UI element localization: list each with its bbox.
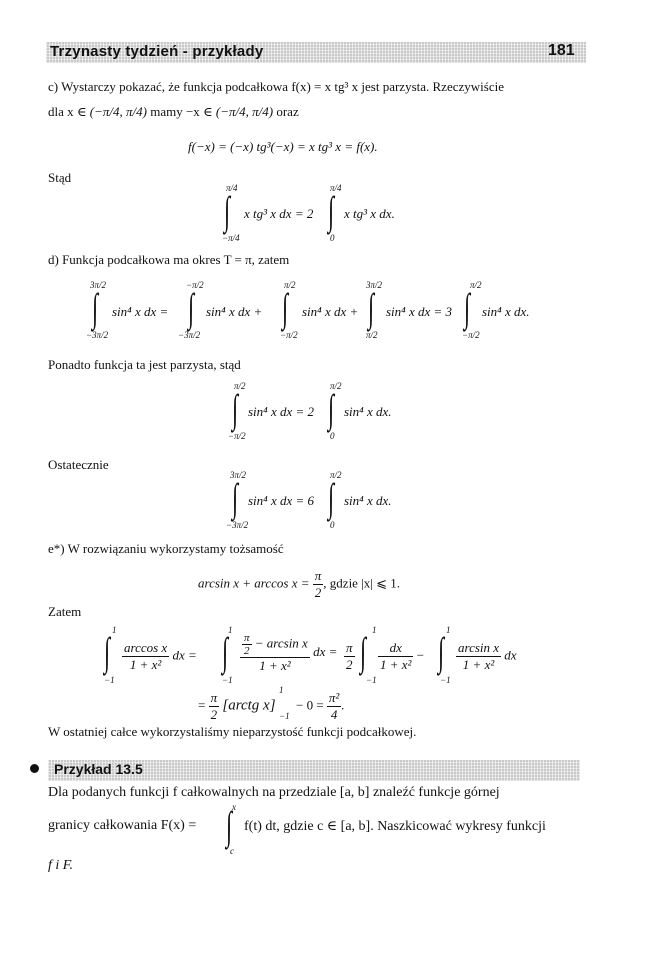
example-title: Przykład 13.5 — [54, 761, 143, 777]
limit-lower: −3π/2 — [226, 520, 249, 530]
line2-mid: mamy −x ∈ — [150, 104, 213, 119]
frac-den: 2 — [210, 707, 218, 722]
limit-upper: 3π/2 — [366, 280, 383, 290]
limit-lower: 0 — [330, 431, 335, 441]
equals-sign: = — [198, 697, 206, 713]
limit-lower: π/2 — [366, 330, 378, 340]
bracket-arctg: [arctg x] — [222, 697, 276, 714]
frac-den: 1 + x² — [462, 657, 495, 672]
limit-upper: 1 — [372, 625, 377, 635]
integral-sign: ∫ — [328, 386, 335, 431]
tail-text: − 0 = — [296, 697, 324, 713]
part-c-line2 — [48, 104, 299, 120]
limit-lower: −π/2 — [462, 330, 480, 340]
limit-upper: π/2 — [284, 280, 296, 290]
limit-lower: −3π/2 — [86, 330, 109, 340]
frac-num: π² — [328, 690, 340, 705]
limit-lower: −1 — [104, 675, 115, 685]
frac-den: 2 — [244, 645, 250, 657]
identity-suffix: , gdzie |x| ⩽ 1. — [323, 575, 401, 591]
integrand-4 — [456, 640, 517, 673]
integral-body: sin⁴ x dx = 2 — [248, 404, 315, 419]
limit-lower: c — [230, 846, 234, 856]
frac-num: arccos x — [124, 640, 168, 655]
integral-sign: ∫ — [232, 475, 239, 520]
fraction — [327, 690, 341, 723]
identity-fraction — [313, 568, 324, 601]
integral-body: sin⁴ x dx + — [206, 304, 263, 319]
integral-sign: ∫ — [328, 475, 335, 520]
ostatecznie-label: Ostatecznie — [48, 457, 109, 472]
fraction — [209, 690, 220, 723]
dx-equals: dx = — [313, 643, 338, 659]
example-line1: Dla podanych funkcji f całkowalnych na przedziale [a, b] znaleźć funkcje górnej — [48, 785, 500, 800]
integral-sign: ∫ — [282, 285, 289, 330]
frac-den: 1 + x² — [259, 658, 291, 673]
limit-lower: −1 — [366, 675, 377, 685]
limit-upper: −π/2 — [186, 280, 204, 290]
integral-body: sin⁴ x dx. — [344, 493, 392, 508]
limit-upper: π/2 — [470, 280, 482, 290]
integral-sign: ∫ — [360, 629, 367, 674]
line2-suffix: oraz — [276, 104, 299, 119]
integral-body: sin⁴ x dx = — [112, 304, 169, 319]
dx-equals: dx = — [172, 647, 197, 663]
limit-upper: 1 — [446, 625, 451, 635]
integral-body: x tg³ x dx. — [344, 206, 395, 221]
identity-lhs: arcsin x + arccos x = — [198, 575, 310, 591]
page-number: 181 — [548, 42, 575, 59]
part-d-line1: d) Funkcja podcałkowa ma okres T = π, zatem — [48, 252, 290, 267]
integral-body: sin⁴ x dx. — [344, 404, 392, 419]
integrand-3 — [378, 640, 424, 673]
integral-sign: ∫ — [104, 629, 111, 674]
integral-body: sin⁴ x dx + — [302, 304, 359, 319]
line2-prefix: dla x ∈ — [48, 104, 87, 119]
coefficient-pi-half — [344, 640, 355, 673]
example-line3: f i F. — [48, 858, 74, 873]
limit-lower: −1 — [222, 675, 233, 685]
interval-1: (−π/4, π/4) — [89, 104, 147, 119]
limit-lower: 0 — [330, 520, 335, 530]
frac-num: π — [210, 690, 218, 705]
integral-sign: ∫ — [224, 188, 231, 233]
limit-upper: 3π/2 — [90, 280, 107, 290]
integral-sign: ∫ — [226, 803, 233, 848]
equation-fx-even: f(−x) = (−x) tg³(−x) = x tg³ x = f(x). — [188, 139, 378, 154]
limit-lower: −π/4 — [222, 233, 240, 243]
integral-sign: ∫ — [464, 285, 471, 330]
limit-lower: 0 — [330, 233, 335, 243]
minus-sign: − — [416, 647, 425, 663]
limit-upper: 1 — [228, 625, 233, 635]
frac-den: 1 + x² — [380, 657, 412, 672]
ponadto-line: Ponadto funkcja ta jest parzysta, stąd — [48, 357, 241, 372]
integral-sign: ∫ — [222, 629, 229, 674]
limit-upper: x — [232, 802, 236, 812]
num-rest: − arcsin x — [254, 635, 308, 651]
limit-lower: −1 — [440, 675, 451, 685]
fraction — [378, 640, 413, 673]
integral-sign: ∫ — [188, 285, 195, 330]
limit-lower: −π/2 — [228, 431, 246, 441]
integral-sign: ∫ — [92, 285, 99, 330]
result-tail: − 0 = $\frac{\text{π²}}{4}$ . — [296, 690, 345, 722]
integral-body: x tg³ x dx = 2 — [244, 206, 314, 221]
bracket-lower-limit: −1 — [279, 711, 290, 721]
interval-2: (−π/4, π/4) — [215, 104, 274, 119]
nested-fraction — [242, 632, 252, 657]
bullet-icon — [30, 764, 39, 773]
result-line — [198, 690, 276, 723]
limit-upper: π/2 — [330, 470, 342, 480]
frac-den: 1 + x² — [129, 657, 162, 672]
limit-upper: π/2 — [330, 381, 342, 391]
integral-sign: ∫ — [368, 285, 375, 330]
integral-sign: ∫ — [438, 629, 445, 674]
stad-label: Stąd — [48, 170, 72, 185]
limit-lower: −π/2 — [280, 330, 298, 340]
part-e-line1: e*) W rozwiązaniu wykorzystamy tożsamość — [48, 541, 284, 556]
example-line2-body: f(t) dt, gdzie c ∈ [a, b]. Naszkicować wykresy funkcji — [244, 819, 546, 834]
frac-num: dx — [378, 640, 413, 657]
frac-num — [240, 632, 310, 658]
zatem-label: Zatem — [48, 604, 82, 619]
limit-lower: −3π/2 — [178, 330, 201, 340]
integral-sign: ∫ — [232, 386, 239, 431]
integral-body: sin⁴ x dx = 3 — [386, 304, 453, 319]
dx: dx — [504, 647, 517, 663]
identity-line — [198, 568, 400, 601]
frac-den: 4 — [330, 707, 338, 722]
limit-upper: π/2 — [234, 381, 246, 391]
frac-den: 2 — [346, 657, 353, 672]
frac-num: π — [244, 632, 250, 644]
example-line2-prefix: granicy całkowania F(x) = — [48, 818, 197, 833]
running-head: Trzynasty tydzień - przykłady — [50, 43, 264, 60]
limit-upper: 1 — [112, 625, 117, 635]
fraction — [344, 640, 355, 673]
frac-den: 2 — [314, 585, 322, 600]
limit-upper: π/4 — [330, 183, 342, 193]
limit-upper: 3π/2 — [230, 470, 247, 480]
bracket-upper-limit: 1 — [279, 685, 284, 695]
frac-num: π — [346, 640, 353, 655]
integral-sign: ∫ — [328, 188, 335, 233]
integrand-2 — [240, 632, 337, 674]
frac-num: arcsin x — [458, 640, 500, 655]
fraction — [122, 640, 169, 673]
part-c-line1: c) Wystarczy pokazać, że funkcja podcałkowa f(x) = x tg³ x jest parzysta. Rzeczywiście — [48, 79, 504, 94]
integrand-1 — [122, 640, 197, 673]
integral-body: sin⁴ x dx = 6 — [248, 493, 315, 508]
conclusion-line: W ostatniej całce wykorzystaliśmy nieparzystość funkcji podcałkowej. — [48, 724, 417, 739]
limit-upper: π/4 — [226, 183, 238, 193]
frac-num: π — [314, 568, 322, 583]
fraction — [456, 640, 501, 673]
fraction — [240, 632, 310, 674]
integral-body: sin⁴ x dx. — [482, 304, 530, 319]
